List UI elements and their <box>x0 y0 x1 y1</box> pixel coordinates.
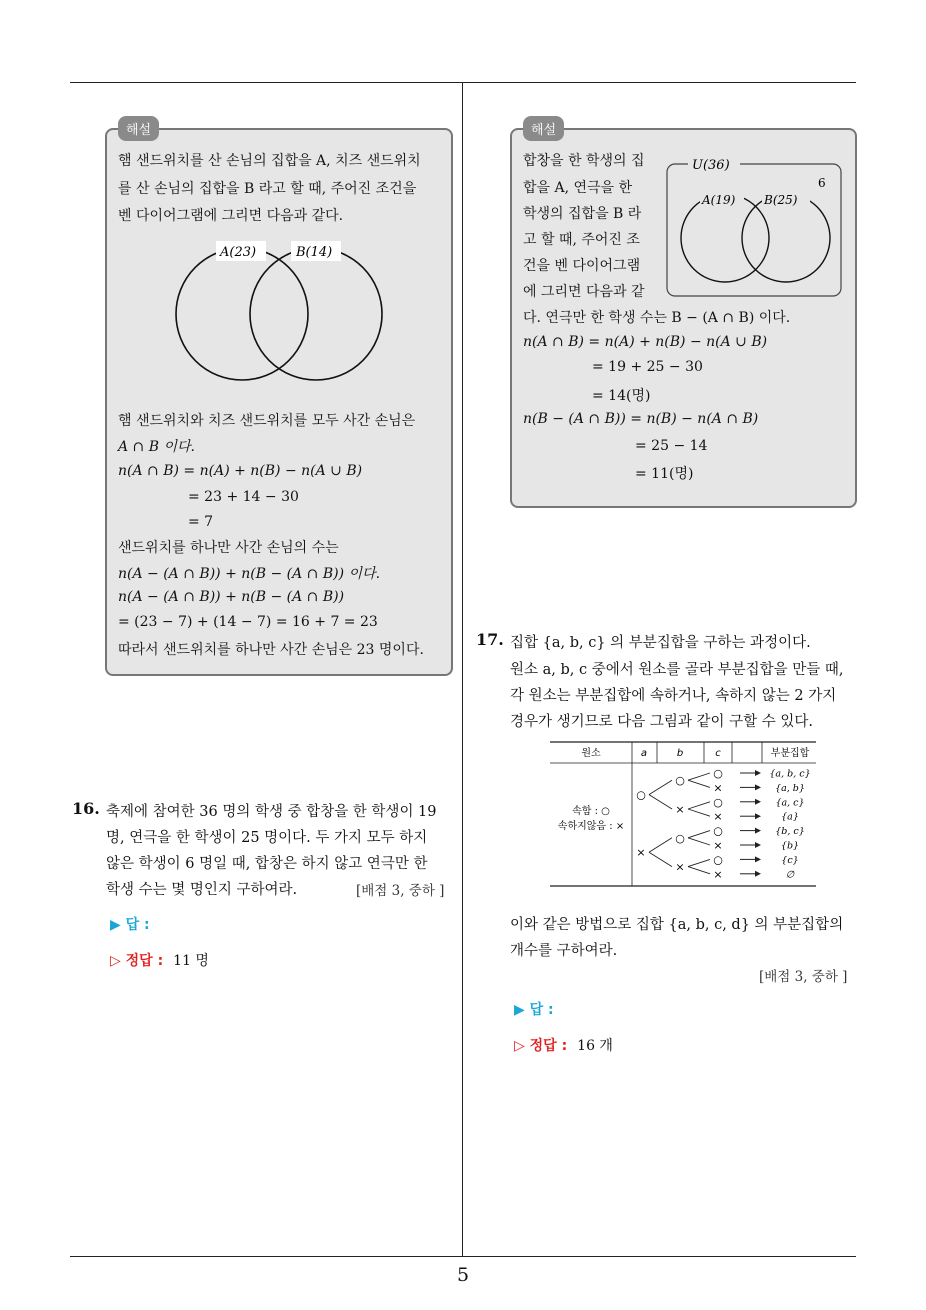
solution-formula: = 7 <box>188 514 214 530</box>
b-mark: × <box>675 803 685 816</box>
venn-outside-count: 6 <box>818 176 826 190</box>
question-number: 16. <box>72 799 100 818</box>
c-mark: ○ <box>713 795 723 809</box>
a-mark: × <box>636 846 646 860</box>
arrow-head <box>755 842 761 848</box>
correct-value: 16 개 <box>577 1038 613 1054</box>
solution-formula: n(A ∩ B) = n(A) + n(B) − n(A ∪ B) <box>118 463 363 479</box>
c-mark: × <box>713 810 723 824</box>
subset-label: ∅ <box>785 869 795 881</box>
bottom-rule <box>70 1256 856 1257</box>
question-text: 않은 학생이 6 명일 때, 합창은 하지 않고 연극만 한 <box>106 856 428 872</box>
correct-answer <box>514 1035 613 1055</box>
solution-tag: 해설 <box>118 116 159 141</box>
question-text: 집합 {a, b, c} 의 부분집합을 구하는 과정이다. <box>510 635 811 651</box>
solution-formula: n(B − (A ∩ B)) = n(B) − n(A ∩ B) <box>523 411 759 427</box>
table-header: 부분집합 <box>770 748 810 759</box>
table-header: c <box>715 748 721 759</box>
venn-diagram <box>160 236 400 386</box>
solution-formula: n(A − (A ∩ B)) + n(B − (A ∩ B)) 이다. <box>118 566 381 582</box>
table-header: b <box>676 748 684 759</box>
arrow-head <box>755 813 761 819</box>
question-text: 개수를 구하여라. <box>510 943 618 959</box>
venn-label-u: U(36) <box>692 158 730 173</box>
solution-line: 고 할 때, 주어진 조 <box>523 232 640 248</box>
venn-diagram-universe <box>664 152 844 300</box>
solution-formula: = 23 + 14 − 30 <box>188 489 299 505</box>
question-text: 축제에 참여한 36 명의 학생 중 합창을 한 학생이 19 <box>106 804 437 820</box>
solution-line: 합을 A, 연극을 한 <box>523 180 633 196</box>
solution-line: 따라서 샌드위치를 하나만 사간 손님은 23 명이다. <box>118 642 424 658</box>
solution-line: A ∩ B 이다. <box>118 439 195 455</box>
subset-label: {b, c} <box>775 826 805 838</box>
solution-formula: = 14(명) <box>592 388 651 404</box>
solution-formula: = 11(명) <box>635 466 694 482</box>
question-text: 경우가 생기므로 다음 그림과 같이 구할 수 있다. <box>510 714 814 730</box>
c-mark: × <box>713 839 723 852</box>
question-text: 각 원소는 부분집합에 속하거나, 속하지 않는 2 가지 <box>510 688 837 704</box>
solution-line: 학생의 집합을 B 라 <box>523 206 642 222</box>
subset-label: {a} <box>781 811 799 823</box>
branch-line <box>649 838 672 852</box>
branch-line <box>688 809 710 816</box>
solution-line: 햄 샌드위치를 산 손님의 집합을 A, 치즈 샌드위치 <box>118 153 421 169</box>
question-text: 학생 수는 몇 명인지 구하여라. <box>106 882 298 898</box>
venn-label-b: B(25) <box>764 193 798 207</box>
venn-label-a: A(23) <box>220 245 257 260</box>
table-header: a <box>640 748 648 759</box>
solution-line: 벤 다이어그램에 그리면 다음과 같다. <box>118 208 344 224</box>
solution-line: 다. 연극만 한 학생 수는 B − (A ∩ B) 이다. <box>523 310 791 326</box>
venn-label-b: B(14) <box>296 245 333 260</box>
c-mark: ○ <box>713 767 723 780</box>
branch-line <box>688 802 710 809</box>
question-text: 이와 같은 방법으로 집합 {a, b, c, d} 의 부분집합의 <box>510 917 844 933</box>
venn-circle-b <box>250 248 382 380</box>
solution-formula: = (23 − 7) + (14 − 7) = 16 + 7 = 23 <box>118 614 378 630</box>
subset-label: {c} <box>781 854 799 866</box>
arrow-head <box>755 784 761 790</box>
venn-label-a: A(19) <box>702 193 736 207</box>
venn-circle-a <box>176 248 308 380</box>
branch-line <box>688 838 710 845</box>
branch-line <box>688 780 710 787</box>
branch-line <box>649 780 672 794</box>
correct-label: ▷ 정답 : <box>514 1038 568 1054</box>
legend-in: 속함 : ○ <box>572 806 610 817</box>
question-text: 명, 연극을 한 학생이 25 명이다. 두 가지 모두 하지 <box>106 830 428 846</box>
c-mark: × <box>713 781 723 795</box>
solution-line: 건을 벤 다이어그램 <box>523 258 641 274</box>
subset-tree-table <box>550 741 818 889</box>
subset-label: {a, c} <box>775 797 805 809</box>
question-meta: [배점 3, 중하 ] <box>356 883 445 899</box>
question-text: 원소 a, b, c 중에서 원소를 골라 부분집합을 만들 때, <box>510 662 844 678</box>
venn-universe-rect <box>667 164 841 296</box>
arrow-head <box>755 770 761 776</box>
correct-answer <box>110 950 209 970</box>
arrow-head <box>755 799 761 805</box>
subset-label: {b} <box>780 840 800 852</box>
arrow-head <box>755 828 761 834</box>
c-mark: ○ <box>713 824 723 838</box>
branch-line <box>688 859 710 866</box>
solution-line: 샌드위치를 하나만 사간 손님의 수는 <box>118 540 339 556</box>
page-number: 5 <box>456 1264 470 1286</box>
table-header: 원소 <box>581 748 601 759</box>
b-mark: × <box>675 860 685 874</box>
subset-label: {a, b} <box>775 782 805 794</box>
column-divider <box>462 82 463 1256</box>
c-mark: × <box>713 867 723 881</box>
answer-label: ▶ 답 : <box>514 1002 554 1018</box>
solution-formula: n(A − (A ∩ B)) + n(B − (A ∩ B)) <box>118 589 345 605</box>
answer-label: ▶ 답 : <box>110 917 150 933</box>
solution-formula: = 25 − 14 <box>635 438 708 454</box>
b-mark: ○ <box>675 831 685 845</box>
correct-value: 11 명 <box>173 953 209 969</box>
arrow-head <box>755 856 761 862</box>
branch-tree <box>636 767 810 881</box>
solution-formula: = 19 + 25 − 30 <box>592 359 703 375</box>
solution-line: 를 산 손님의 집합을 B 라고 할 때, 주어진 조건을 <box>118 181 417 197</box>
subset-label: {a, b, c} <box>769 768 811 780</box>
branch-line <box>649 795 672 809</box>
solution-line: 에 그리면 다음과 같 <box>523 284 645 300</box>
branch-line <box>649 852 672 866</box>
question-number: 17. <box>476 630 504 649</box>
branch-line <box>688 831 710 838</box>
branch-line <box>688 773 710 780</box>
arrow-head <box>755 871 761 877</box>
top-rule <box>70 82 856 83</box>
a-mark: ○ <box>636 788 646 802</box>
branch-line <box>688 867 710 874</box>
solution-tag: 해설 <box>523 116 564 141</box>
solution-line: 햄 샌드위치와 치즈 샌드위치를 모두 사간 손님은 <box>118 413 416 429</box>
legend-out: 속하지않음 : × <box>557 821 625 832</box>
solution-line: 합창을 한 학생의 집 <box>523 153 645 169</box>
c-mark: ○ <box>713 853 723 867</box>
correct-label: ▷ 정답 : <box>110 953 164 969</box>
b-mark: ○ <box>675 774 685 788</box>
solution-formula: n(A ∩ B) = n(A) + n(B) − n(A ∪ B) <box>523 334 768 350</box>
question-meta: [배점 3, 중하 ] <box>759 969 848 985</box>
